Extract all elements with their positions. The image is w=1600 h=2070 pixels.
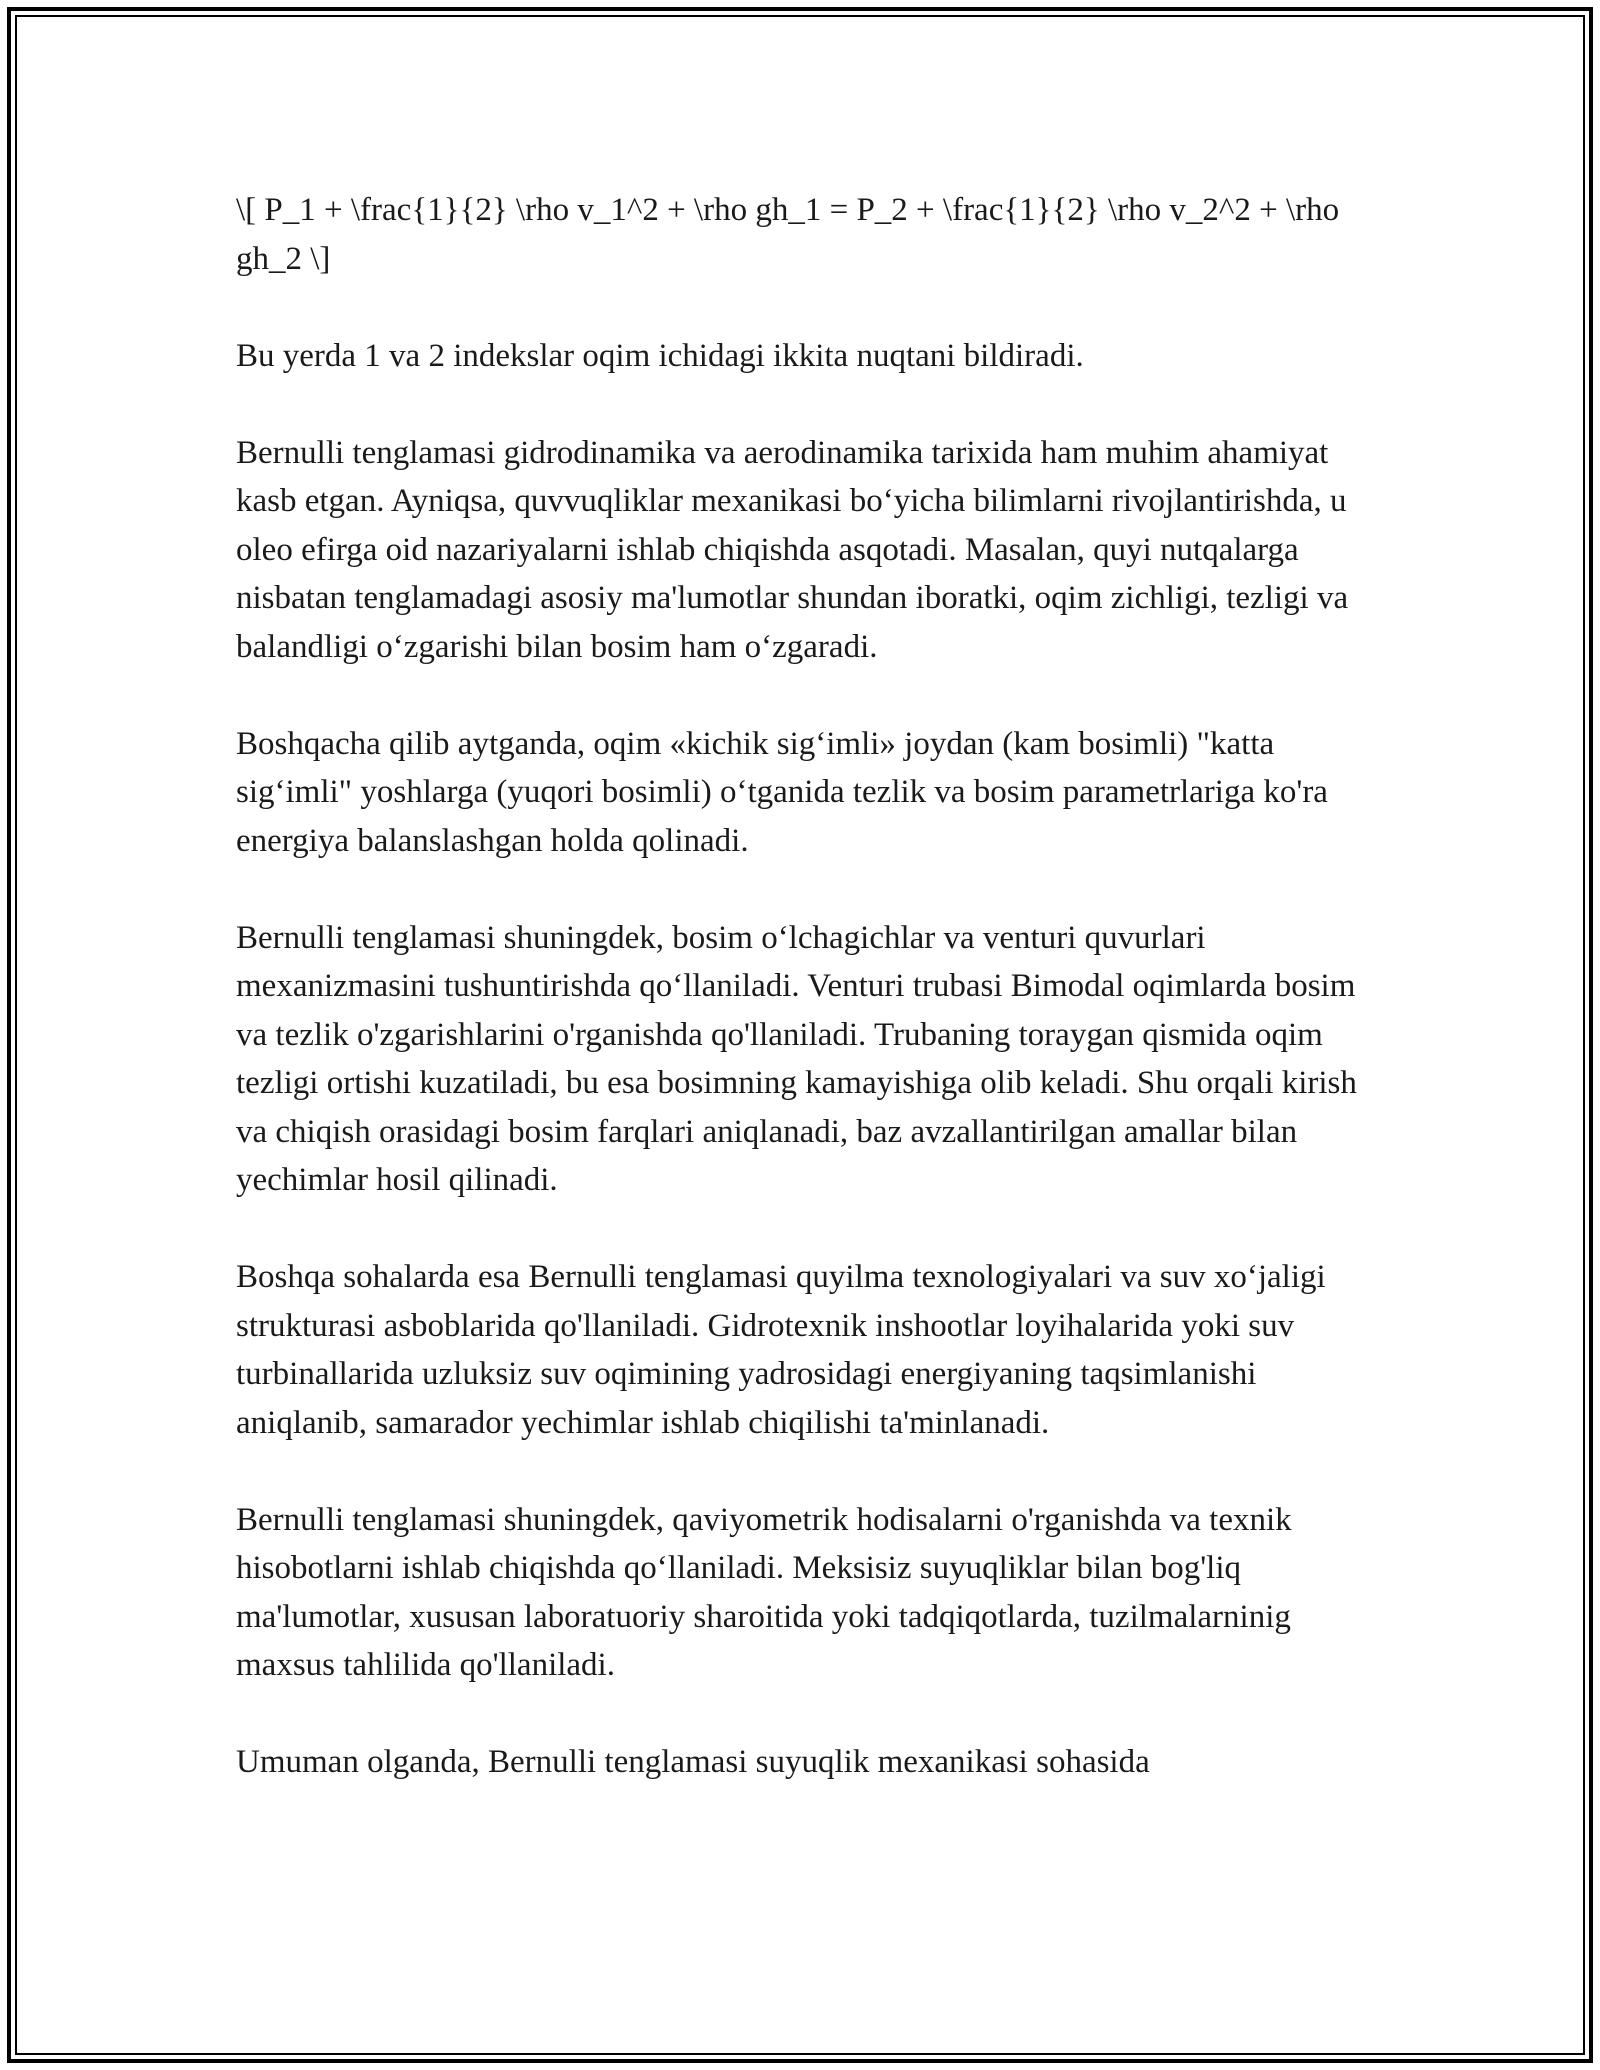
- paragraph-venturi: Bernulli tenglamasi shuningdek, bosim o‘lchagichlar va venturi quvurlari mexanizmasini tushuntirishda qo‘llaniladi. Venturi trubasi Bimodal oqimlarda bosim va tezlik o'zgarishlarini o'rganishda qo'llaniladi. Trubaning toraygan qismida oqim tezligi ortishi kuzatiladi, bu esa bosimning kamayishiga olib keladi. Shu orqali kirish va chiqish orasidagi bosim farqlari aniqlanadi, baz avzallantirilgan amallar bilan yechimlar hosil qilinadi.: [236, 919, 1357, 1198]
- paragraph-indices: Bu yerda 1 va 2 indekslar oqim ichidagi ikkita nuqtani bildiradi.: [236, 337, 1084, 374]
- paragraph-history: Bernulli tenglamasi gidrodinamika va aerodinamika tarixida ham muhim ahamiyat kasb etgan. Ayniqsa, quvvuqliklar mexanikasi bo‘yicha bilimlarni rivojlantirishda, u oleo efirga oid nazariyalarni ishlab chiqishda asqotadi. Masalan, quyi nutqalarga nisbatan tenglamadagi asosiy ma'lumotlar shundan iboratki, oqim zichligi, tezligi va balandligi o‘zgarishi bilan bosim ham o‘zgaradi.: [236, 434, 1349, 665]
- paragraph-energy-balance: Boshqacha qilib aytganda, oqim «kichik sig‘imli» joydan (kam bosimli) "katta sig‘imli" yoshlarga (yuqori bosimli) o‘tganida tezlik va bosim parametrlariga ko'ra energiya balanslashgan holda qolinadi.: [236, 725, 1328, 859]
- paragraph-conclusion: Umuman olganda, Bernulli tenglamasi suyuqlik mexanikasi sohasida: [236, 1744, 1150, 1780]
- paragraph-research: Bernulli tenglamasi shuningdek, qaviyometrik hodisalarni o'rganishda va texnik hisobotlarni ishlab chiqishda qo‘llaniladi. Meksisiz suyuqliklar bilan bog'liq ma'lumotlar, xususan laboratuoriy sharoitida yoki tadqiqotlarda, tuzilmalarninig maxsus tahlilida qo'llaniladi.: [236, 1501, 1292, 1683]
- document-body: [236, 186, 1376, 1835]
- paragraph-hydraulic-engineering: Boshqa sohalarda esa Bernulli tenglamasi quyilma texnologiyalari va suv xo‘jaligi strukturasi asboblarida qo'llaniladi. Gidrotexnik inshootlar loyihalarida yoki suv turbinallarida uzluksiz suv oqimining yadrosidagi energiyaning taqsimlanishi aniqlanib, samarador yechimlar ishlab chiqilishi ta'minlanadi.: [236, 1259, 1326, 1441]
- equation-paragraph: \[ P_1 + \frac{1}{2} \rho v_1^2 + \rho gh_1 = P_2 + \frac{1}{2} \rho v_2^2 + \rho gh_2 \]: [236, 192, 1340, 277]
